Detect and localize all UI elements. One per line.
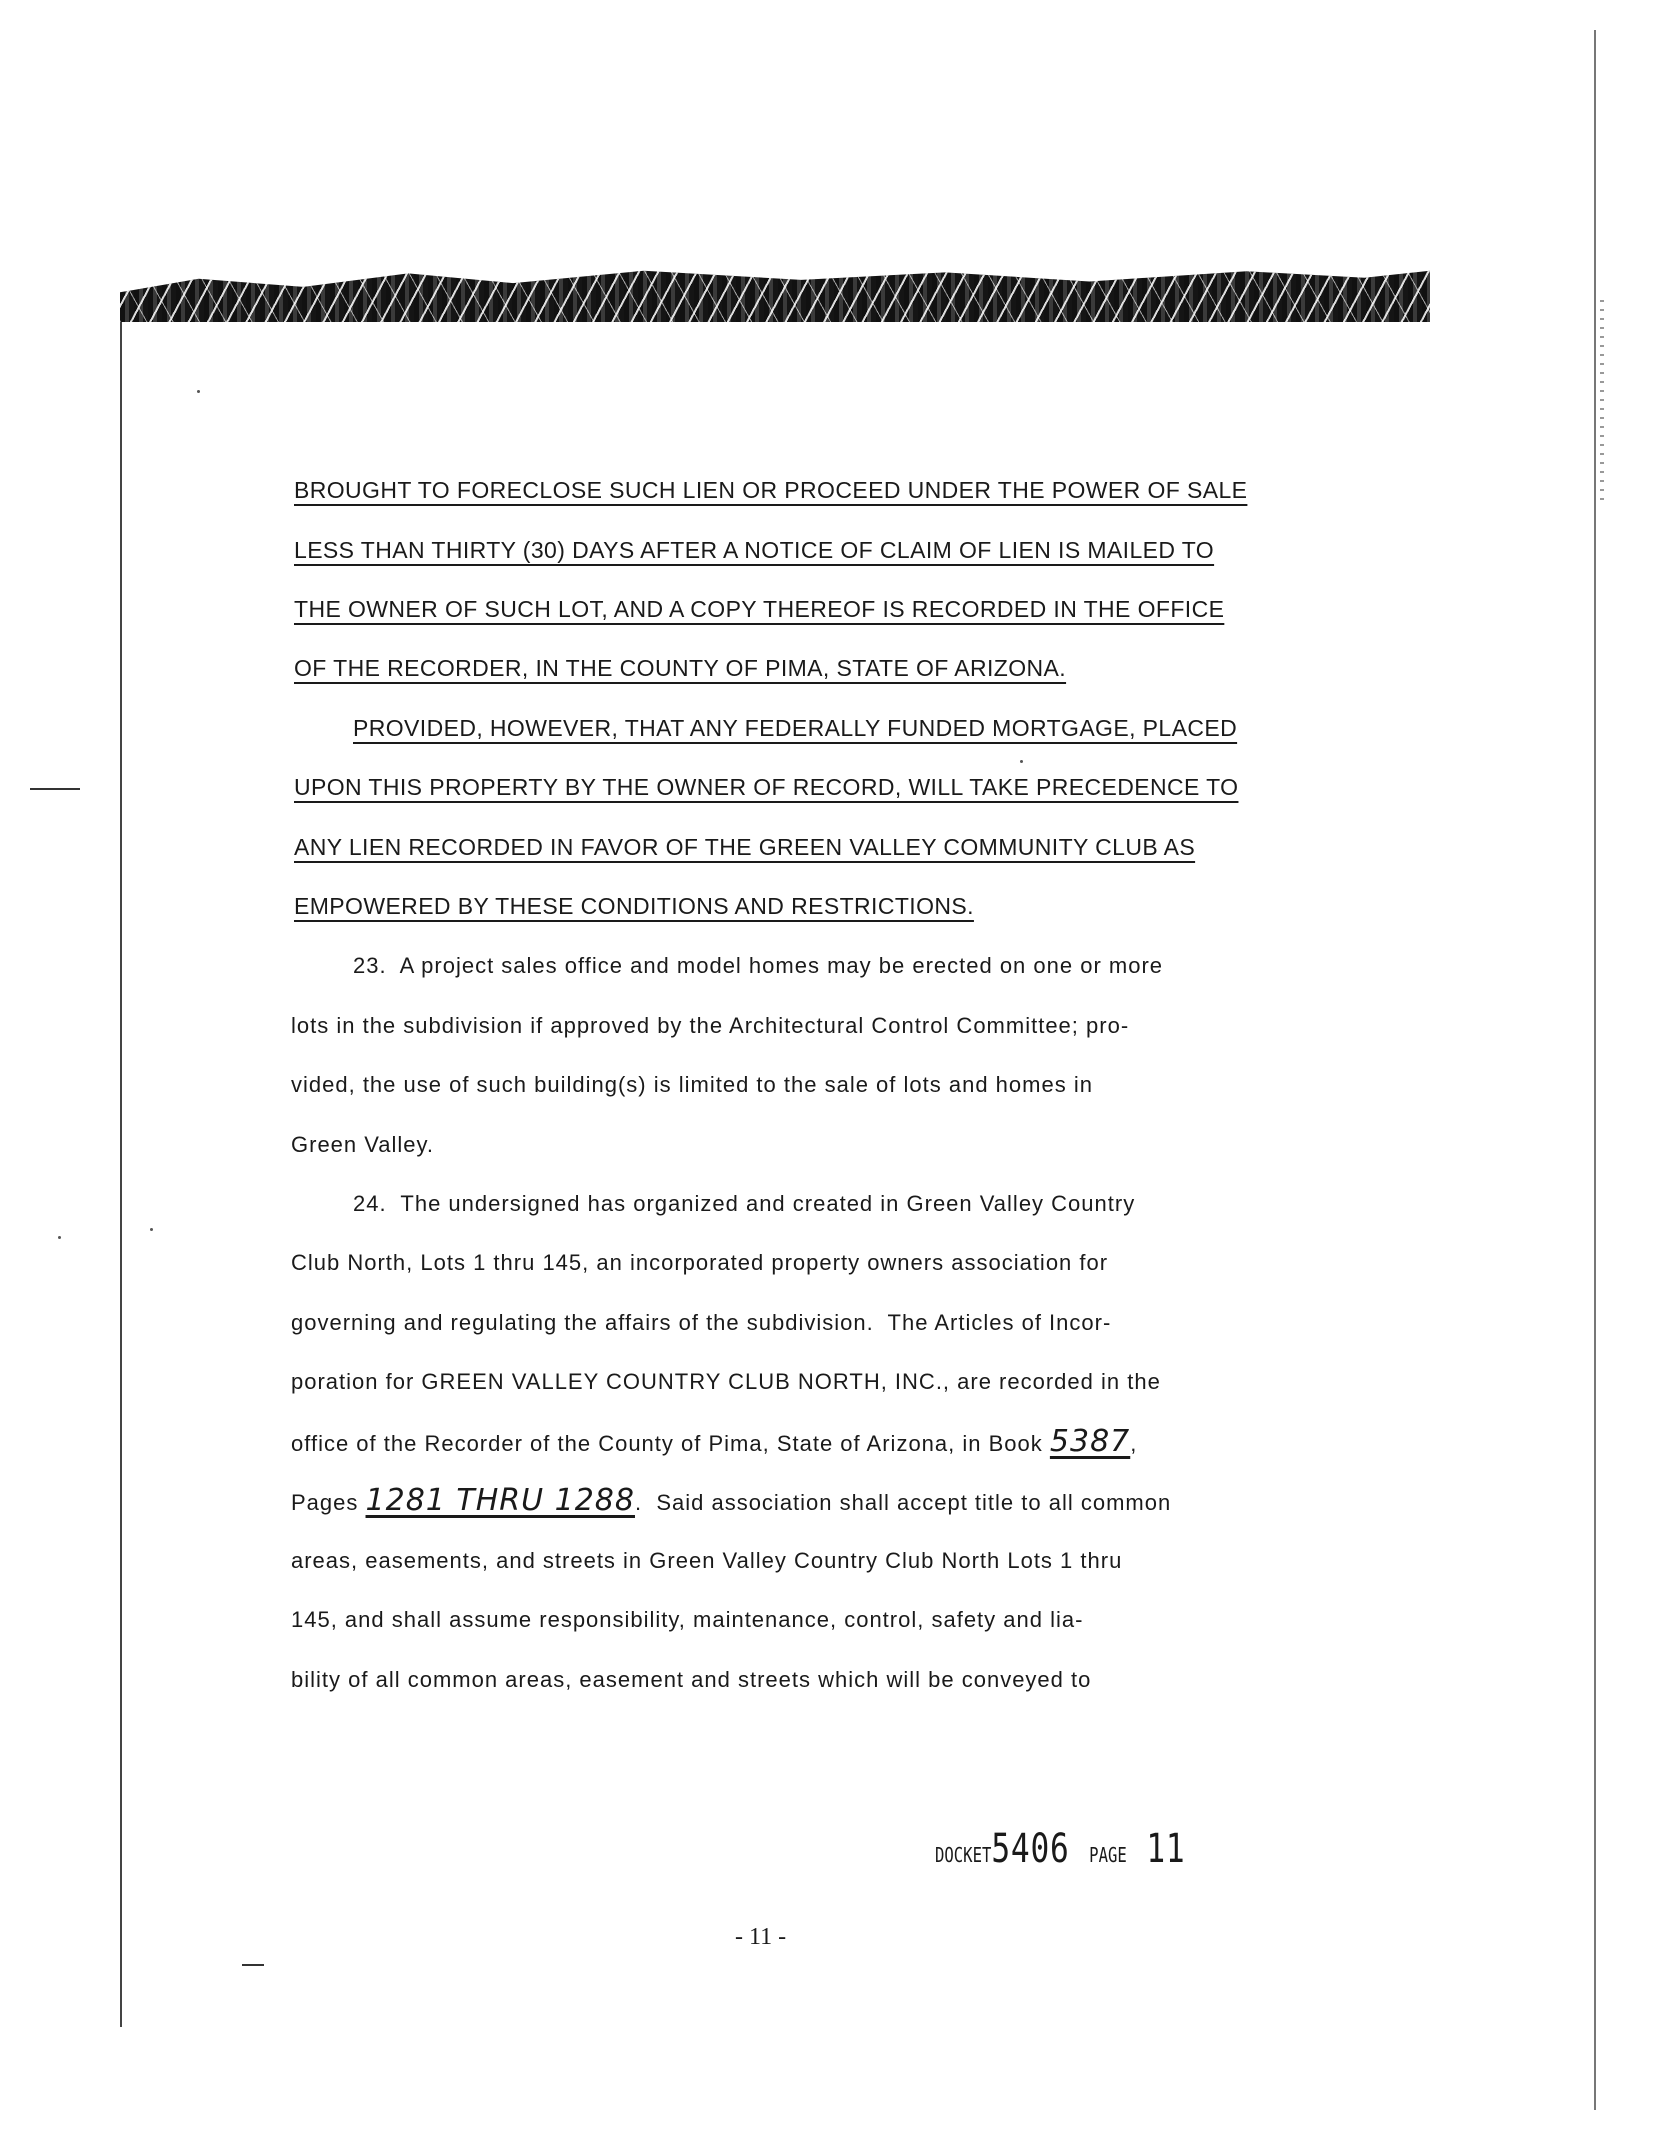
page-number: - 11 -: [735, 1924, 787, 1950]
text-line-5: PROVIDED, HOWEVER, THAT ANY FEDERALLY FUNDED MORTGAGE, PLACED: [353, 715, 1238, 741]
pages-label: Pages: [291, 1490, 359, 1515]
stamp-page-label: PAGE: [1089, 1843, 1127, 1867]
text-line-3: THE OWNER OF SUCH LOT, AND A COPY THEREOF IS RECORDED IN THE OFFICE: [294, 596, 1225, 622]
paragraph-24-line-1: 24. The undersigned has organized and created in Green Valley Country: [353, 1191, 1136, 1216]
association-text: . Said association shall accept title to all common: [634, 1490, 1172, 1515]
left-margin-rule: [120, 322, 122, 2027]
paragraph-24-line-9: bility of all common areas, easement and streets which will be conveyed to: [291, 1667, 1092, 1692]
paragraph-24-line-2: Club North, Lots 1 thru 145, an incorporated property owners association for: [291, 1250, 1109, 1275]
right-margin-rule: [1594, 30, 1596, 2110]
text-line-2: LESS THAN THIRTY (30) DAYS AFTER A NOTICE OF CLAIM OF LIEN IS MAILED TO: [294, 537, 1215, 563]
stamp-prefix: DOCKET: [935, 1843, 992, 1867]
margin-mark: [30, 788, 80, 790]
paragraph-24-line-4: poration for GREEN VALLEY COUNTRY CLUB NORTH, INC., are recorded in the: [291, 1369, 1161, 1394]
book-reference-text: office of the Recorder of the County of Pima, State of Arizona, in Book: [291, 1431, 1043, 1456]
text-line-6: UPON THIS PROPERTY BY THE OWNER OF RECORD, WILL TAKE PRECEDENCE TO: [294, 774, 1239, 800]
paragraph-24-line-3: governing and regulating the affairs of the subdivision. The Articles of Incor-: [291, 1310, 1112, 1335]
paragraph-23-line-1: 23. A project sales office and model homes may be erected on one or more: [353, 953, 1164, 978]
scan-speck: [58, 1236, 61, 1239]
paragraph-23-line-3: vided, the use of such building(s) is limited to the sale of lots and homes in: [291, 1072, 1093, 1097]
stamp-book-number: 5406: [991, 1826, 1070, 1872]
handwritten-page-range: 1281 THRU 1288: [365, 1483, 635, 1518]
scan-speck: [150, 1228, 153, 1231]
paragraph-24-line-8: 145, and shall assume responsibility, maintenance, control, safety and lia-: [291, 1607, 1084, 1632]
stamp-page-number: 11: [1146, 1826, 1186, 1872]
scan-speck: [1020, 760, 1023, 763]
paragraph-23-line-4: Green Valley.: [291, 1132, 435, 1157]
paragraph-24-line-5: office of the Recorder of the County of Pima, State of Arizona, in Book 5387,: [291, 1424, 1138, 1459]
scan-artifact-banner: [120, 268, 1430, 322]
text-line-7: ANY LIEN RECORDED IN FAVOR OF THE GREEN VALLEY COMMUNITY CLUB AS: [294, 834, 1196, 860]
margin-mark: [242, 1964, 264, 1966]
text-line-4: OF THE RECORDER, IN THE COUNTY OF PIMA, STATE OF ARIZONA.: [294, 655, 1067, 681]
scan-edge-dots: [1600, 300, 1604, 500]
paragraph-24-line-7: areas, easements, and streets in Green Valley Country Club North Lots 1 thru: [291, 1548, 1123, 1573]
book-page-stamp: [935, 1826, 1185, 1872]
paragraph-24-line-6: [291, 1483, 1172, 1518]
paragraph-23-line-2: lots in the subdivision if approved by the Architectural Control Committee; pro-: [291, 1013, 1130, 1038]
scan-speck: [197, 390, 200, 393]
text-line-8: EMPOWERED BY THESE CONDITIONS AND RESTRICTIONS.: [294, 893, 974, 919]
handwritten-book-number: 5387: [1049, 1424, 1131, 1459]
text-line-1: BROUGHT TO FORECLOSE SUCH LIEN OR PROCEED UNDER THE POWER OF SALE: [294, 477, 1248, 503]
